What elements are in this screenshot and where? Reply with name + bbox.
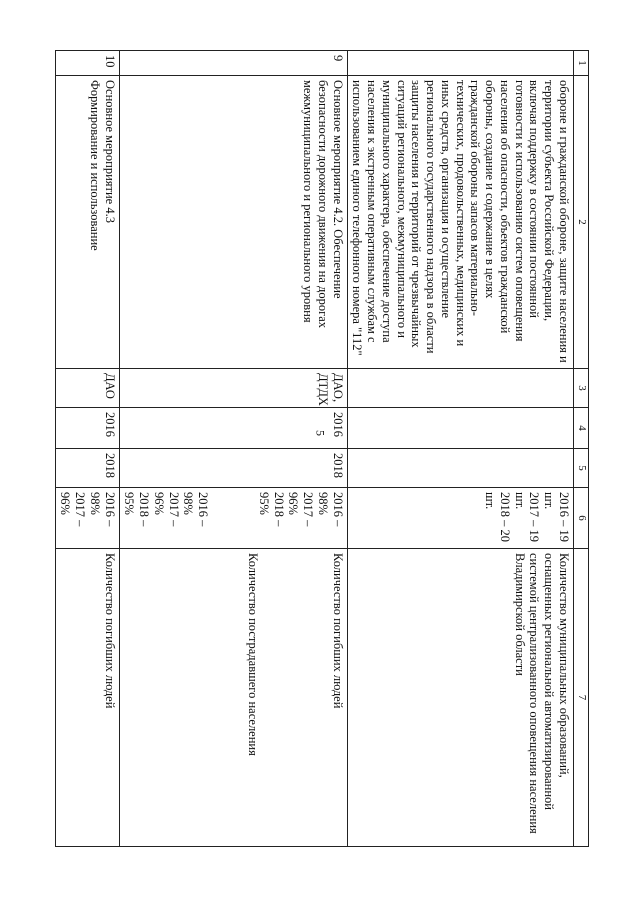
table-row-continuation bbox=[347, 51, 573, 847]
header-col-1: 1 bbox=[574, 51, 589, 76]
table-row-10 bbox=[55, 51, 119, 847]
header-col-3: 3 bbox=[574, 369, 589, 408]
indicator-values-deaths: 2016 – 98% 2017 – 96% 2018 – 95% bbox=[257, 492, 345, 527]
rotated-table-sheet bbox=[58, 50, 589, 847]
spacer bbox=[260, 553, 330, 842]
indicator-name-deaths: Количество погибших людей bbox=[330, 553, 345, 709]
cell-indicator-values bbox=[119, 488, 347, 549]
indicator-values-injured: 2016 – 98% 2017 – 96% 2018 – 95% bbox=[122, 492, 211, 527]
cell-indicator-values: 2016 – 19 шт. 2017 – 19 шт. 2018 – 20 шт. bbox=[347, 488, 573, 549]
cell-end-year: 2018 bbox=[55, 449, 119, 488]
cell-end-year bbox=[347, 449, 573, 488]
cell-start-year bbox=[347, 408, 573, 449]
cell-indicator-name: Количество муниципальных образований, оснащенных региональной автоматизированной системой централизованного оповещения населения Владимирской области bbox=[347, 549, 573, 847]
cell-activity-text: обороне и гражданской обороне, защите населения и территории субъекта Российской Федерации, включая поддержку в состоянии постоянной готовности к использованию систем оповещения населения об опасности, объектов гражданской обороны, создание и содержание в целях гражданской обороны запасов материально-технических, продовольственных, медицинских и иных средств, организация и осуществление регионального государственного надзора в области защиты населения и территорий от чрезвычайных ситуаций регионального, межмуниципального и муниципального характера, обеспечение доступа населения к экстренным оперативным службам с использованием единого телефонного номера "112" bbox=[347, 76, 573, 369]
header-col-5: 5 bbox=[574, 449, 589, 488]
header-col-4: 4 bbox=[574, 408, 589, 449]
cell-activity-text: Основное мероприятие 4.2. Обеспечение безопасности дорожного движения на дорогах межмуниципального и регионального уровня bbox=[119, 76, 347, 369]
header-col-6: 6 bbox=[574, 488, 589, 549]
cell-indicator-values: 2016 – 98% 2017 – 96% bbox=[55, 488, 119, 549]
cell-start-year: 2016 bbox=[119, 408, 347, 449]
cell-executor: ДАО bbox=[55, 369, 119, 408]
cell-start-year: 2016 bbox=[55, 408, 119, 449]
cell-num bbox=[347, 51, 573, 76]
table-header-row bbox=[574, 51, 589, 847]
cell-indicator-name: Количество погибших людей bbox=[55, 549, 119, 847]
table-row-9 bbox=[119, 51, 347, 847]
header-col-7: 7 bbox=[574, 549, 589, 847]
spacer bbox=[210, 492, 256, 544]
cell-executor bbox=[347, 369, 573, 408]
cell-indicator-name bbox=[119, 549, 347, 847]
cell-activity-text: Основное мероприятие 4.3 Формирование и использование bbox=[55, 76, 119, 369]
header-col-2: 2 bbox=[574, 76, 589, 369]
indicator-name-injured: Количество пострадавшего населения bbox=[246, 553, 260, 756]
activities-table bbox=[55, 50, 589, 847]
cell-executor: ДАО, ДТДХ bbox=[119, 369, 347, 408]
cell-row-number: 10 bbox=[55, 51, 119, 76]
cell-row-number: 9 bbox=[119, 51, 347, 76]
cell-end-year: 2018 bbox=[119, 449, 347, 488]
page-number: 5 bbox=[313, 430, 328, 436]
